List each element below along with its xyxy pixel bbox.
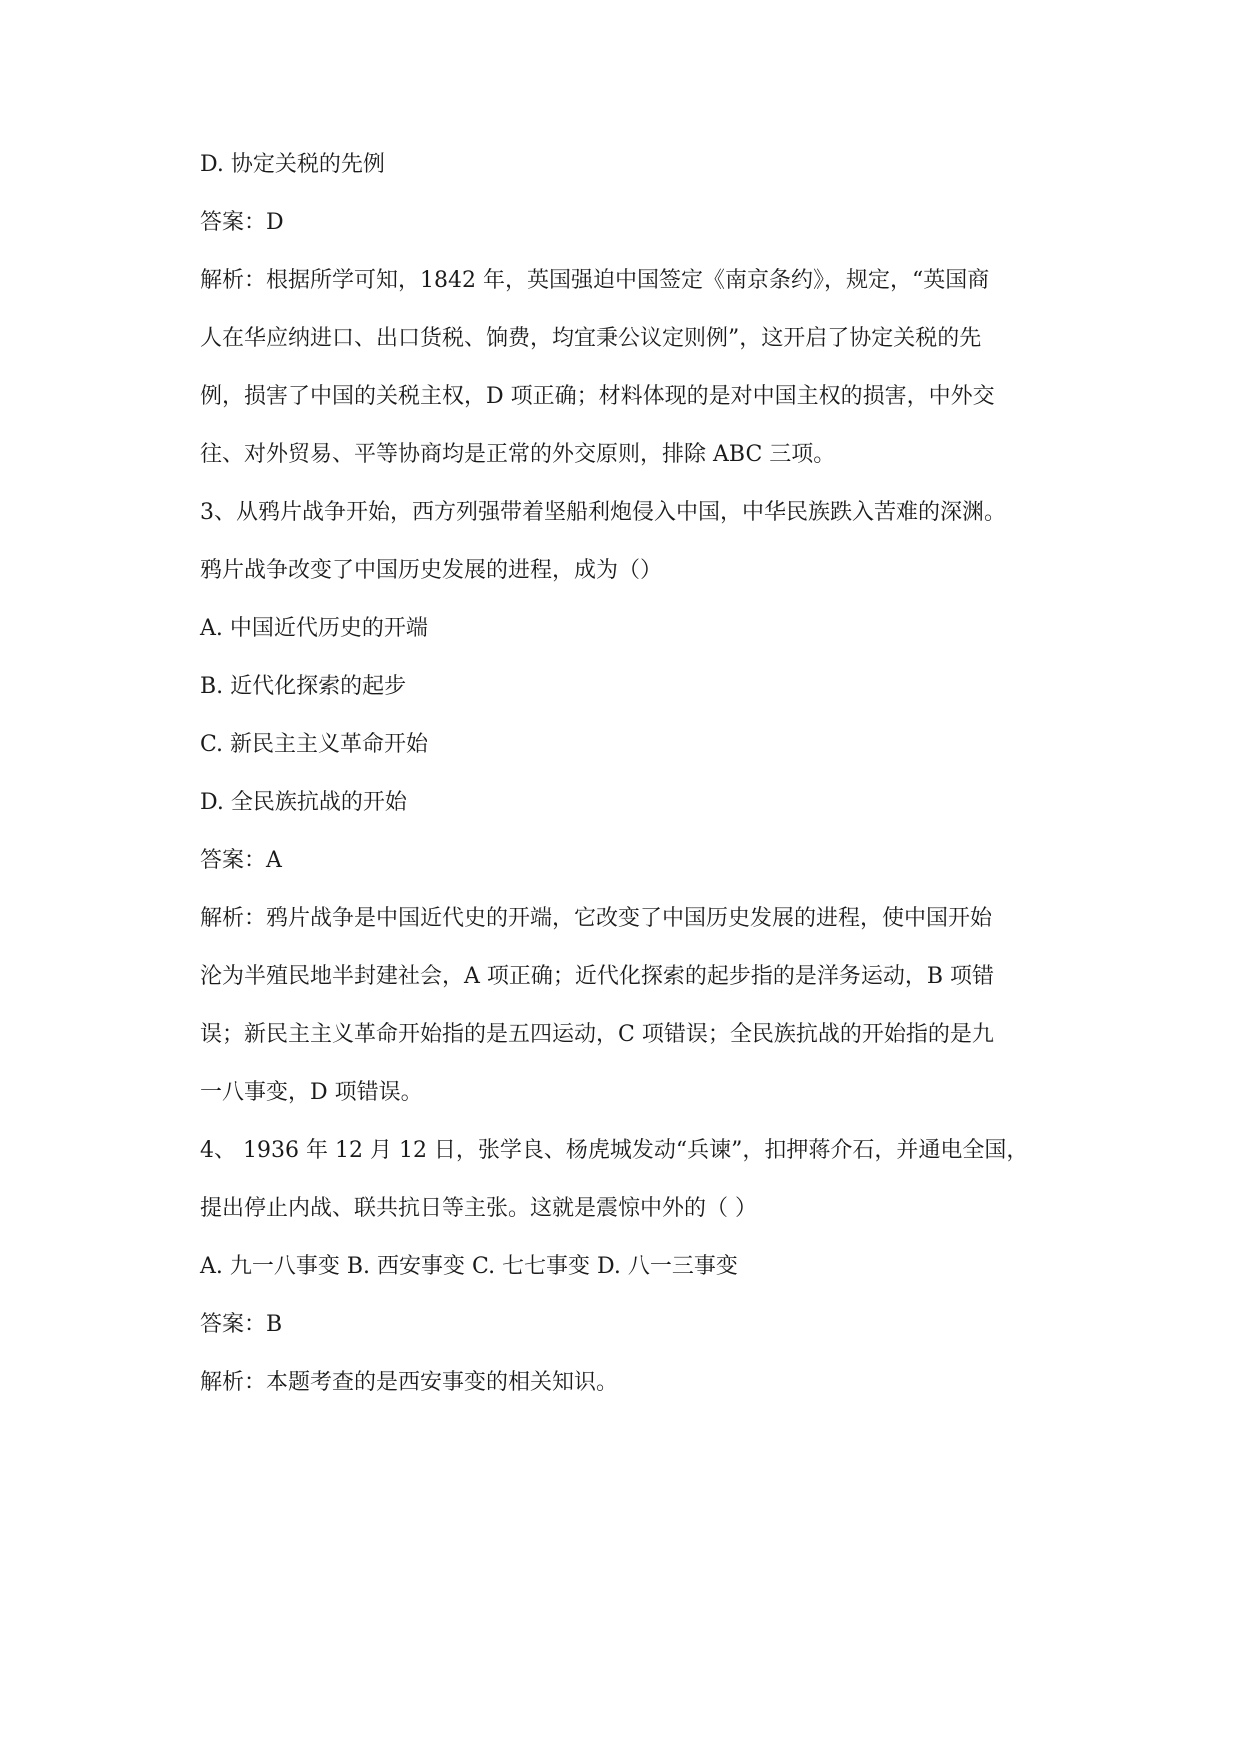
q3-option-c: C. 新民主主义革命开始	[200, 732, 429, 757]
q4-answer: 答案：B	[200, 1312, 283, 1337]
q3-analysis-line-1: 解析：鸦片战争是中国近代史的开端，它改变了中国历史发展的进程，使中国开始	[200, 906, 993, 931]
q3-analysis-line-3: 误；新民主主义革命开始指的是五四运动，C 项错误；全民族抗战的开始指的是九	[200, 1022, 994, 1047]
q2-analysis-line-4: 往、对外贸易、平等协商均是正常的外交原则，排除 ABC 三项。	[200, 442, 836, 467]
q4-analysis: 解析：本题考查的是西安事变的相关知识。	[200, 1370, 619, 1395]
q3-option-d: D. 全民族抗战的开始	[200, 790, 407, 815]
q2-answer: 答案：D	[200, 210, 284, 235]
q2-option-d: D. 协定关税的先例	[200, 152, 385, 177]
q3-option-b: B. 近代化探索的起步	[200, 674, 407, 699]
q3-stem-line-1: 3、从鸦片战争开始，西方列强带着坚船利炮侵入中国，中华民族跌入苦难的深渊。	[200, 500, 1006, 525]
q4-options: A. 九一八事变 B. 西安事变 C. 七七事变 D. 八一三事变	[200, 1254, 738, 1279]
q3-answer: 答案：A	[200, 848, 282, 873]
q3-stem-line-2: 鸦片战争改变了中国历史发展的进程，成为（）	[200, 558, 663, 583]
q3-option-a: A. 中国近代历史的开端	[200, 616, 428, 641]
q4-stem-line-2: 提出停止内战、联共抗日等主张。这就是震惊中外的（ ）	[200, 1196, 757, 1221]
q3-analysis-line-2: 沦为半殖民地半封建社会，A 项正确；近代化探索的起步指的是洋务运动，B 项错	[200, 964, 995, 989]
q2-analysis-line-2: 人在华应纳进口、出口货税、饷费，均宜秉公议定则例”，这开启了协定关税的先	[200, 326, 982, 351]
q4-stem-line-1: 4、 1936 年 12 月 12 日，张学良、杨虎城发动“兵谏”，扣押蒋介石，并通电全国，	[200, 1138, 1029, 1163]
q3-analysis-line-4: 一八事变，D 项错误。	[200, 1080, 423, 1105]
q2-analysis-line-1: 解析：根据所学可知，1842 年，英国强迫中国签定《南京条约》，规定，“英国商	[200, 268, 990, 293]
q2-analysis-line-3: 例，损害了中国的关税主权，D 项正确；材料体现的是对中国主权的损害，中外交	[200, 384, 995, 409]
